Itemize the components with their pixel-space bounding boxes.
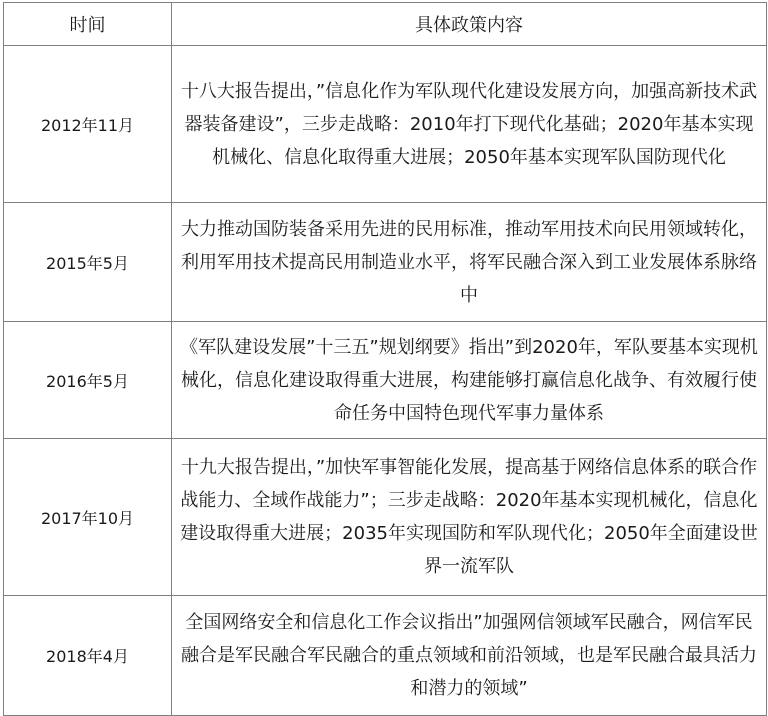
- header-content: 具体政策内容: [172, 3, 767, 46]
- table-row: [4, 203, 767, 322]
- header-time: 时间: [4, 3, 172, 46]
- row-time: 2017年10月: [4, 439, 172, 596]
- table-header-row: [4, 3, 767, 46]
- row-time: 2012年11月: [4, 46, 172, 203]
- row-content: 全国网络安全和信息化工作会议指出”加强网信领域军民融合，网信军民融合是军民融合军民融合的重点领域和前沿领域，也是军民融合最具活力和潜力的领域”: [172, 596, 767, 716]
- row-content: 《军队建设发展”十三五”规划纲要》指出”到2020年，军队要基本实现机械化，信息化建设取得重大进展，构建能够打赢信息化战争、有效履行使命任务中国特色现代军事力量体系: [172, 322, 767, 439]
- table-row: [4, 596, 767, 716]
- policy-table: [3, 2, 767, 716]
- row-content: 十九大报告提出，”加快军事智能化发展，提高基于网络信息体系的联合作战能力、全域作战能力”；三步走战略：2020年基本实现机械化，信息化建设取得重大进展；2035年实现国防和军队现代化；2050年全面建设世界一流军队: [172, 439, 767, 596]
- row-content: 十八大报告提出，”信息化作为军队现代化建设发展方向，加强高新技术武器装备建设”，三步走战略：2010年打下现代化基础；2020年基本实现机械化、信息化取得重大进展；2050年基本实现军队国防现代化: [172, 46, 767, 203]
- row-time: 2015年5月: [4, 203, 172, 322]
- table-row: [4, 46, 767, 203]
- table-row: [4, 439, 767, 596]
- row-content: 大力推动国防装备采用先进的民用标准，推动军用技术向民用领域转化，利用军用技术提高民用制造业水平，将军民融合深入到工业发展体系脉络中: [172, 203, 767, 322]
- table-row: [4, 322, 767, 439]
- row-time: 2016年5月: [4, 322, 172, 439]
- row-time: 2018年4月: [4, 596, 172, 716]
